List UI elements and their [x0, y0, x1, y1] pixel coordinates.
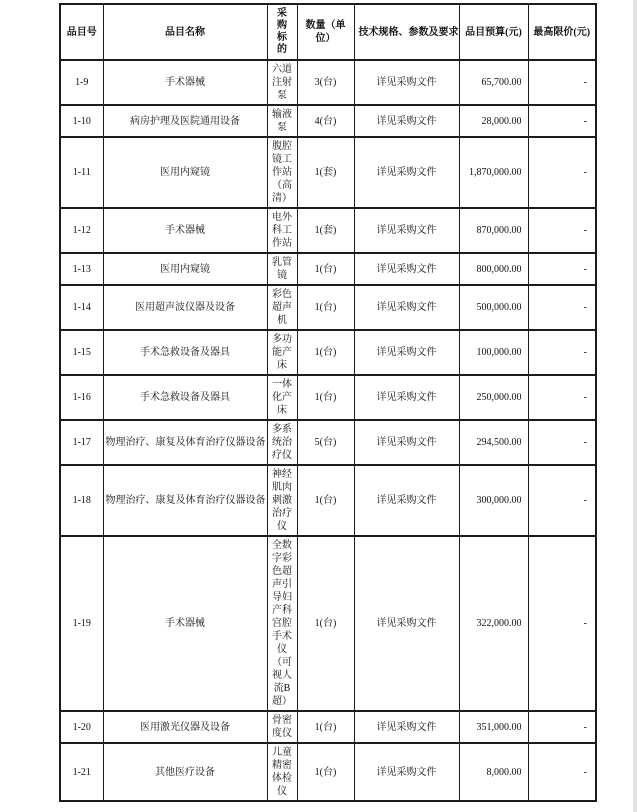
- col-header-budget: 品目预算(元): [459, 4, 528, 60]
- cell-item-no: 1-20: [60, 711, 103, 743]
- cell-item-name: 医用内窥镜: [103, 137, 267, 208]
- cell-budget: 351,000.00: [459, 711, 528, 743]
- cell-budget: 500,000.00: [459, 285, 528, 330]
- cell-item-name: 病房护理及医院通用设备: [103, 105, 267, 137]
- cell-budget: 322,000.00: [459, 536, 528, 711]
- cell-spec: 详见采购文件: [354, 711, 459, 743]
- cell-item-name: 物理治疗、康复及体育治疗仪器设备: [103, 420, 267, 465]
- cell-spec: 详见采购文件: [354, 536, 459, 711]
- cell-spec: 详见采购文件: [354, 465, 459, 536]
- cell-budget: 870,000.00: [459, 208, 528, 253]
- cell-quantity: 1(台): [297, 711, 354, 743]
- cell-budget: 300,000.00: [459, 465, 528, 536]
- cell-item-no: 1-21: [60, 743, 103, 801]
- cell-item-no: 1-14: [60, 285, 103, 330]
- cell-budget: 100,000.00: [459, 330, 528, 375]
- cell-price-cap: -: [528, 465, 596, 536]
- table-row: [60, 60, 596, 105]
- table-row: [60, 375, 596, 420]
- cell-item-name: 手术器械: [103, 208, 267, 253]
- cell-budget: 250,000.00: [459, 375, 528, 420]
- cell-target: 多功能产床: [267, 330, 297, 375]
- cell-price-cap: -: [528, 60, 596, 105]
- cell-price-cap: -: [528, 536, 596, 711]
- table-row: [60, 105, 596, 137]
- cell-item-no: 1-18: [60, 465, 103, 536]
- cell-target: 一体化产床: [267, 375, 297, 420]
- cell-price-cap: -: [528, 743, 596, 801]
- cell-target: 腹腔镜工作站（高清）: [267, 137, 297, 208]
- cell-target: 多系统治疗仪: [267, 420, 297, 465]
- cell-budget: 65,700.00: [459, 60, 528, 105]
- cell-quantity: 1(台): [297, 536, 354, 711]
- cell-price-cap: -: [528, 253, 596, 285]
- cell-price-cap: -: [528, 330, 596, 375]
- table-row: [60, 285, 596, 330]
- cell-spec: 详见采购文件: [354, 330, 459, 375]
- cell-price-cap: -: [528, 208, 596, 253]
- procurement-items-table: [59, 3, 597, 802]
- table-header-row: [60, 4, 596, 60]
- cell-item-name: 医用超声波仪器及设备: [103, 285, 267, 330]
- cell-target: 骨密度仪: [267, 711, 297, 743]
- cell-item-name: 物理治疗、康复及体育治疗仪器设备: [103, 465, 267, 536]
- cell-spec: 详见采购文件: [354, 137, 459, 208]
- col-header-item-name: 品目名称: [103, 4, 267, 60]
- col-header-spec: 技术规格、参数及要求: [354, 4, 459, 60]
- cell-spec: 详见采购文件: [354, 253, 459, 285]
- cell-target: 神经肌肉刺激治疗仪: [267, 465, 297, 536]
- col-header-target: [267, 4, 297, 60]
- cell-item-name: 医用内窥镜: [103, 253, 267, 285]
- cell-quantity: 4(台): [297, 105, 354, 137]
- scrollbar-track[interactable]: [633, 0, 637, 812]
- cell-budget: 1,870,000.00: [459, 137, 528, 208]
- cell-quantity: 3(台): [297, 60, 354, 105]
- cell-price-cap: -: [528, 711, 596, 743]
- col-header-price-cap: 最高限价(元): [528, 4, 596, 60]
- cell-item-no: 1-12: [60, 208, 103, 253]
- table-body: [60, 60, 596, 801]
- cell-price-cap: -: [528, 375, 596, 420]
- table-row: [60, 330, 596, 375]
- cell-item-no: 1-9: [60, 60, 103, 105]
- table-row: [60, 253, 596, 285]
- cell-spec: 详见采购文件: [354, 285, 459, 330]
- cell-target: 六道注射泵: [267, 60, 297, 105]
- table-row: [60, 536, 596, 711]
- cell-spec: 详见采购文件: [354, 60, 459, 105]
- cell-item-name: 手术器械: [103, 536, 267, 711]
- cell-spec: 详见采购文件: [354, 375, 459, 420]
- table-row: [60, 420, 596, 465]
- cell-quantity: 1(台): [297, 285, 354, 330]
- cell-item-name: 其他医疗设备: [103, 743, 267, 801]
- cell-item-no: 1-11: [60, 137, 103, 208]
- cell-quantity: 1(台): [297, 375, 354, 420]
- cell-item-no: 1-15: [60, 330, 103, 375]
- cell-budget: 800,000.00: [459, 253, 528, 285]
- cell-target: 儿童精密体检仪: [267, 743, 297, 801]
- cell-target: 彩色超声机: [267, 285, 297, 330]
- cell-spec: 详见采购文件: [354, 743, 459, 801]
- cell-target: 输液泵: [267, 105, 297, 137]
- cell-budget: 28,000.00: [459, 105, 528, 137]
- cell-quantity: 1(套): [297, 208, 354, 253]
- cell-spec: 详见采购文件: [354, 208, 459, 253]
- cell-quantity: 5(台): [297, 420, 354, 465]
- cell-spec: 详见采购文件: [354, 105, 459, 137]
- cell-price-cap: -: [528, 420, 596, 465]
- cell-budget: 8,000.00: [459, 743, 528, 801]
- cell-quantity: 1(台): [297, 330, 354, 375]
- cell-item-no: 1-19: [60, 536, 103, 711]
- table-row: [60, 743, 596, 801]
- cell-quantity: 1(套): [297, 137, 354, 208]
- table-row: [60, 711, 596, 743]
- cell-target: 电外科工作站: [267, 208, 297, 253]
- cell-item-name: 手术急救设备及器具: [103, 375, 267, 420]
- cell-quantity: 1(台): [297, 465, 354, 536]
- cell-item-no: 1-10: [60, 105, 103, 137]
- cell-item-name: 手术急救设备及器具: [103, 330, 267, 375]
- table-row: [60, 137, 596, 208]
- table-row: [60, 208, 596, 253]
- cell-target: 乳管镜: [267, 253, 297, 285]
- table-row: [60, 465, 596, 536]
- cell-item-name: 医用激光仪器及设备: [103, 711, 267, 743]
- cell-budget: 294,500.00: [459, 420, 528, 465]
- cell-price-cap: -: [528, 137, 596, 208]
- cell-item-no: 1-16: [60, 375, 103, 420]
- cell-price-cap: -: [528, 285, 596, 330]
- cell-spec: 详见采购文件: [354, 420, 459, 465]
- col-header-item-no: 品目号: [60, 4, 103, 60]
- cell-quantity: 1(台): [297, 253, 354, 285]
- cell-target: 全数字彩色超声引导妇产科宫腔手术仪（可视人流B超）: [267, 536, 297, 711]
- cell-item-name: 手术器械: [103, 60, 267, 105]
- cell-price-cap: -: [528, 105, 596, 137]
- cell-item-no: 1-13: [60, 253, 103, 285]
- col-header-target-label: 采购标的: [277, 8, 287, 55]
- cell-item-no: 1-17: [60, 420, 103, 465]
- cell-quantity: 1(台): [297, 743, 354, 801]
- col-header-quantity: 数量（单位）: [297, 4, 354, 60]
